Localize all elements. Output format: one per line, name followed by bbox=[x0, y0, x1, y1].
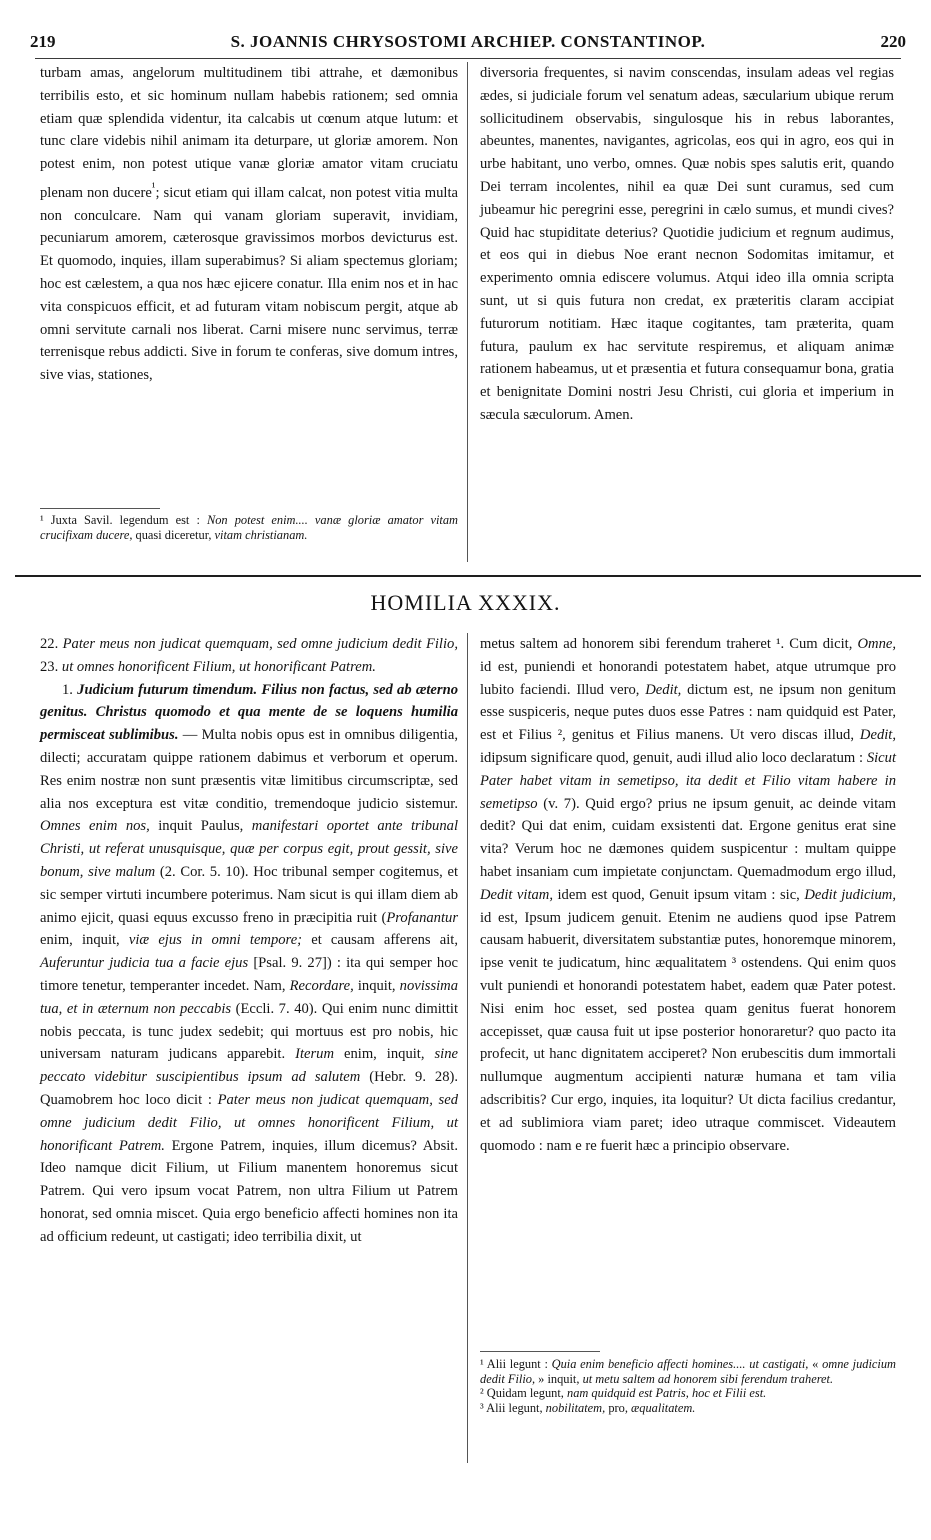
text-span: ¹ Juxta Savil. legendum est : bbox=[40, 513, 207, 527]
header-rule bbox=[35, 58, 901, 59]
text-span: omne judicium dedit Filio, bbox=[480, 1357, 896, 1386]
page-number-right: 220 bbox=[880, 32, 906, 51]
text-span: nobilitatem, bbox=[545, 1400, 606, 1415]
text-span: Pater meus non judicat quemquam, sed omne judicium dedit Filio, bbox=[58, 636, 458, 652]
quote: Recordare, bbox=[289, 977, 354, 994]
footnotes-bottom bbox=[480, 1357, 896, 1415]
text-span: ² Quidam legunt, bbox=[480, 1386, 567, 1400]
footnote bbox=[480, 1401, 896, 1416]
bottom-right-column bbox=[480, 633, 896, 1157]
quote: viæ ejus in omni tempore; bbox=[128, 932, 303, 949]
footnote bbox=[480, 1357, 896, 1386]
text-span: turbam amas, angelorum multitudinem tibi attrahe, et dæmonibus terribilis esto, et sic hominum nullam habebis rationem; sed omnia etiam quæ splendida videntur, ita calcabis ut cœnum atque lutum: et tunc clare videbis nihil animam ita deturpare, ut gloriæ amorem. Non potest enim, non potest utique vanæ gloriæ amator vitam cruciatu plenam non ducere bbox=[40, 65, 458, 201]
quote: Pater meus non judicat quemquam, sed omne judicium dedit Filio, ut omnes honorificent Filium, ut honorificant Patrem. bbox=[40, 1091, 458, 1154]
text-span: id est, puniendi et honorandi potestatem habet, atque utrumque pro lubito faciendi. Illud vero, bbox=[480, 658, 896, 698]
quote: sine peccato videbitur suscipientibus ipsum ad salutem bbox=[40, 1046, 458, 1086]
page-number-left: 219 bbox=[30, 32, 56, 51]
quote: Dedit, bbox=[645, 681, 682, 698]
text-span: inquit Paulus, bbox=[149, 818, 252, 835]
text-span: idipsum significare quod, genuit, audi illud alio loco declaratum : bbox=[480, 749, 867, 766]
text-span: metus saltem ad honorem sibi ferendum traheret ¹. Cum dicit, bbox=[480, 636, 858, 652]
paragraph bbox=[40, 679, 458, 1249]
section-number: 1. bbox=[62, 681, 73, 698]
verse-number: 23. bbox=[40, 658, 59, 675]
quote: Dedit judicium, bbox=[804, 886, 896, 903]
text-span: « bbox=[812, 1357, 823, 1371]
text-span: pro, bbox=[605, 1400, 632, 1415]
footnote-top bbox=[40, 513, 458, 542]
quote: novissima tua, et in æternum non peccabis bbox=[40, 977, 459, 1017]
summary-text: Judicium futurum timendum. Filius non factus, sed ab æterno genitus. Christus quomodo et qua mente de se loquens humilia permisceat sublimibus. bbox=[40, 681, 458, 744]
top-left-column bbox=[40, 62, 458, 387]
text-span: nam quidquid est Patris, hoc et Filii est. bbox=[567, 1386, 767, 1400]
quote: Dedit, bbox=[859, 727, 896, 744]
text-span: ; sicut etiam qui illam calcat, non potest vitia multa non conculcare. Nam qui vanam gloriam superavit, invidiam, pecuniarum amorem, cæterosque gravissimos morbos devicturus est. Et quomodo, inquies, illam superabimus? Si aliam spectemus gloriam; hoc est cælestem, a qua nos hæc ejicere conatur. Illa enim nos et in hac vita conspicuos efficit, et ad futuram vitam nobiscum pergit, atque ab omni servitute carnali nos liberat. Carni misere nunc servimus, terræ terrenisque rebus addicti. Sive in forum te conferas, sive domum intres, sive vias, stationes, bbox=[40, 184, 458, 384]
quote: Auferuntur judicia tua a facie ejus bbox=[40, 955, 249, 972]
quote: Omnes enim nos, bbox=[40, 818, 150, 835]
bottom-left-column bbox=[40, 633, 458, 1249]
section-rule bbox=[15, 575, 921, 577]
verse-number: 22. bbox=[40, 636, 59, 652]
text-span: id est, Ipsum judicem genuit. Etenim ne audiens quod ipse Patrem causam habuerit, diversitatem substantiæ putes, honoremque minorem, ipse venit te judicatum, hinc æqualitatem ³ ostendens. Qui enim quos vult puniendi et honorandi potestatem habet, eadem quæ Pater potest. Nisi enim hoc esset, sed postea quam genitus fuerat honorem accepisset, quæ causa fuit ut ipse posterior honoraretur? quo pacto ita profecit, ut hanc dignitatem acciperet? Non erubescitis dum immortali nullumque augmentum accipienti naturæ humana et tam vilia adscribitis? Cur ergo, inquies, ita loquitur? Ut dicta facilius credantur, et ad sublimiora viam paret; ideo utraque commiscet. Videautem quomodo : nam e re fuerit hæc a principio observare. bbox=[480, 909, 896, 1154]
running-head bbox=[30, 32, 906, 56]
text-span: (Eccli. 7. 40). Qui enim nunc dimittit nobis peccata, is tunc judex sedebit; qui mortuus est pro nobis, hic universam naturam judicans apparebit. bbox=[40, 1000, 458, 1063]
text-span: enim, inquit, bbox=[40, 932, 129, 949]
quote: Omne, bbox=[857, 636, 896, 652]
paragraph bbox=[40, 62, 458, 387]
text-span: — Multa nobis opus est in omnibus diligentia, dilecti; accuratam quippe rationem dabimus et verborum et operum. Res enim nostræ non sunt præsentis vitæ limitibus circumscriptæ, sed alia nos exceptura est vitæ conditio, tremendoque judicio sistemur. bbox=[40, 727, 458, 812]
text-span: ¹ Alii legunt : bbox=[480, 1357, 552, 1371]
top-right-column bbox=[480, 62, 894, 427]
text-span: ut metu saltem ad honorem sibi ferendum traheret. bbox=[582, 1371, 834, 1386]
text-span: et causam afferens ait, bbox=[302, 932, 458, 949]
text-span: enim, inquit, bbox=[334, 1046, 435, 1063]
text-span: dictum est, ne ipsum non genitum esse suspiceris, neque putes duos esse Patres : nam quidquid est Pater, est et Filius ², genitus et Filius manens. Ut vero discas illud, bbox=[480, 681, 896, 744]
paragraph bbox=[480, 633, 896, 1157]
text-span: Ergone Patrem, inquies, illum dicemus? Absit. Ideo namque dicit Filium, ut Filium manentem honoremus sicut Patrem. Qui vero ipsum vocat Patrem, non ultra Filium ut Patrem honorat, sed omnia miscet. Quia ergo beneficio affecti homines non ita ad officium redeunt, ut castigati; ideo terribilia dixit, ut bbox=[40, 1137, 459, 1245]
text-span: æqualitatem. bbox=[631, 1400, 696, 1415]
text-span: Non potest enim.... vanæ gloriæ amator vitam crucifixam ducere, bbox=[40, 513, 458, 542]
column-divider bbox=[467, 62, 468, 562]
quote: Iterum bbox=[295, 1046, 335, 1063]
text-span: (2. Cor. 5. 10). Hoc tribunal semper cogitemus, et sic semper virtuti incumbere poterimus. Nam sicut is qui illam diem ab animo ejicit, quasi equus excusso freno in præcipitia ruit ( bbox=[40, 863, 459, 926]
verse-heading bbox=[40, 633, 458, 679]
footnote-ref: ¹ bbox=[151, 179, 156, 194]
text-span: [Psal. 9. 27]) : ita qui semper hoc timore tenetur, temperanter incedet. Nam, bbox=[40, 955, 458, 994]
text-span: vitam christianam. bbox=[214, 527, 308, 542]
text-span: ³ Alii legunt, bbox=[480, 1400, 546, 1415]
text-span: quasi diceretur, bbox=[132, 527, 215, 542]
footnote bbox=[480, 1386, 896, 1401]
text-span: ut omnes honorificent Filium, ut honorificant Patrem. bbox=[58, 658, 376, 675]
footnote-rule bbox=[480, 1351, 600, 1352]
quote: Sicut Pater habet vitam in semetipso, ita dedit et Filio vitam habere in semetipso bbox=[480, 749, 896, 812]
text-span: Quia enim beneficio affecti homines.... ut castigati, bbox=[551, 1357, 813, 1371]
column-divider bbox=[467, 633, 468, 1463]
text-span: idem est quod, Genuit ipsum vitam : sic, bbox=[553, 886, 805, 903]
quote: manifestari oportet ante tribunal Christi, ut referat unusquisque, quæ per corpus egit, prout gessit, sive bonum, sive malum bbox=[40, 818, 458, 880]
text-span: » inquit, bbox=[535, 1371, 583, 1386]
text-span: (Hebr. 9. 28). Quamobrem hoc loco dicit : bbox=[40, 1069, 458, 1108]
quote: Profanantur bbox=[386, 909, 458, 926]
quote: Dedit vitam, bbox=[480, 886, 553, 903]
paragraph: diversoria frequentes, si navim conscendas, insulam adeas vel regias ædes, si judiciale forum vel senatum adeas, sæcularium ubique rerum sollicitudinem observabis, singulosque his in rebus laborantes, abeuntes, manentes, navigantes, agricolas, eos qui in agro, eos qui in urbe habitant, uno verbo, omnes. Quæ nobis spes salutis erit, quando Dei terram incolentes, nihil ea quæ Dei sunt curamus, sed cum jubeamur hic peregrini esse, peregrini in cælo sumus, et mundi cives? Quid hac stupiditate deterius? Quotidie judicium et regnum audimus, et eos qui in diebus Noe erant necnon Sodomitas imitamur, et experimento omnia ediscere volumus. Atqui ideo illa omnia scripta sunt, ut si quis futura non credat, ex præteritis claram accipiat futurorum notitiam. Hæc itaque cogitantes, tam præterita, quam futura, paulum ex hac servitute respiremus, et aliquam animæ rationem habeamus, ut et præsentia et futura consequamur bona, gratia et benignitate Domini nostri Jesu Christi, cui gloria et imperium in sæcula sæculorum. Amen. bbox=[480, 65, 894, 423]
homily-title: HOMILIA XXXIX. bbox=[370, 590, 561, 615]
text-span: inquit, bbox=[353, 977, 400, 994]
footnote bbox=[40, 513, 458, 542]
text-span: (v. 7). Quid ergo? prius ne ipsum genuit, ac deinde vitam dedit? Qui dat enim, cuidam exsistenti dat. Ergone genitus erat sine vita? Verum hoc ne dæmones quidem suspicentur : multam quippe habet insaniam cum impietate conjunctam. Quemadmodum ergo illud, bbox=[480, 795, 896, 880]
footnote-rule bbox=[40, 508, 160, 509]
running-title: S. JOANNIS CHRYSOSTOMI ARCHIEP. CONSTANTINOP. bbox=[230, 32, 706, 51]
